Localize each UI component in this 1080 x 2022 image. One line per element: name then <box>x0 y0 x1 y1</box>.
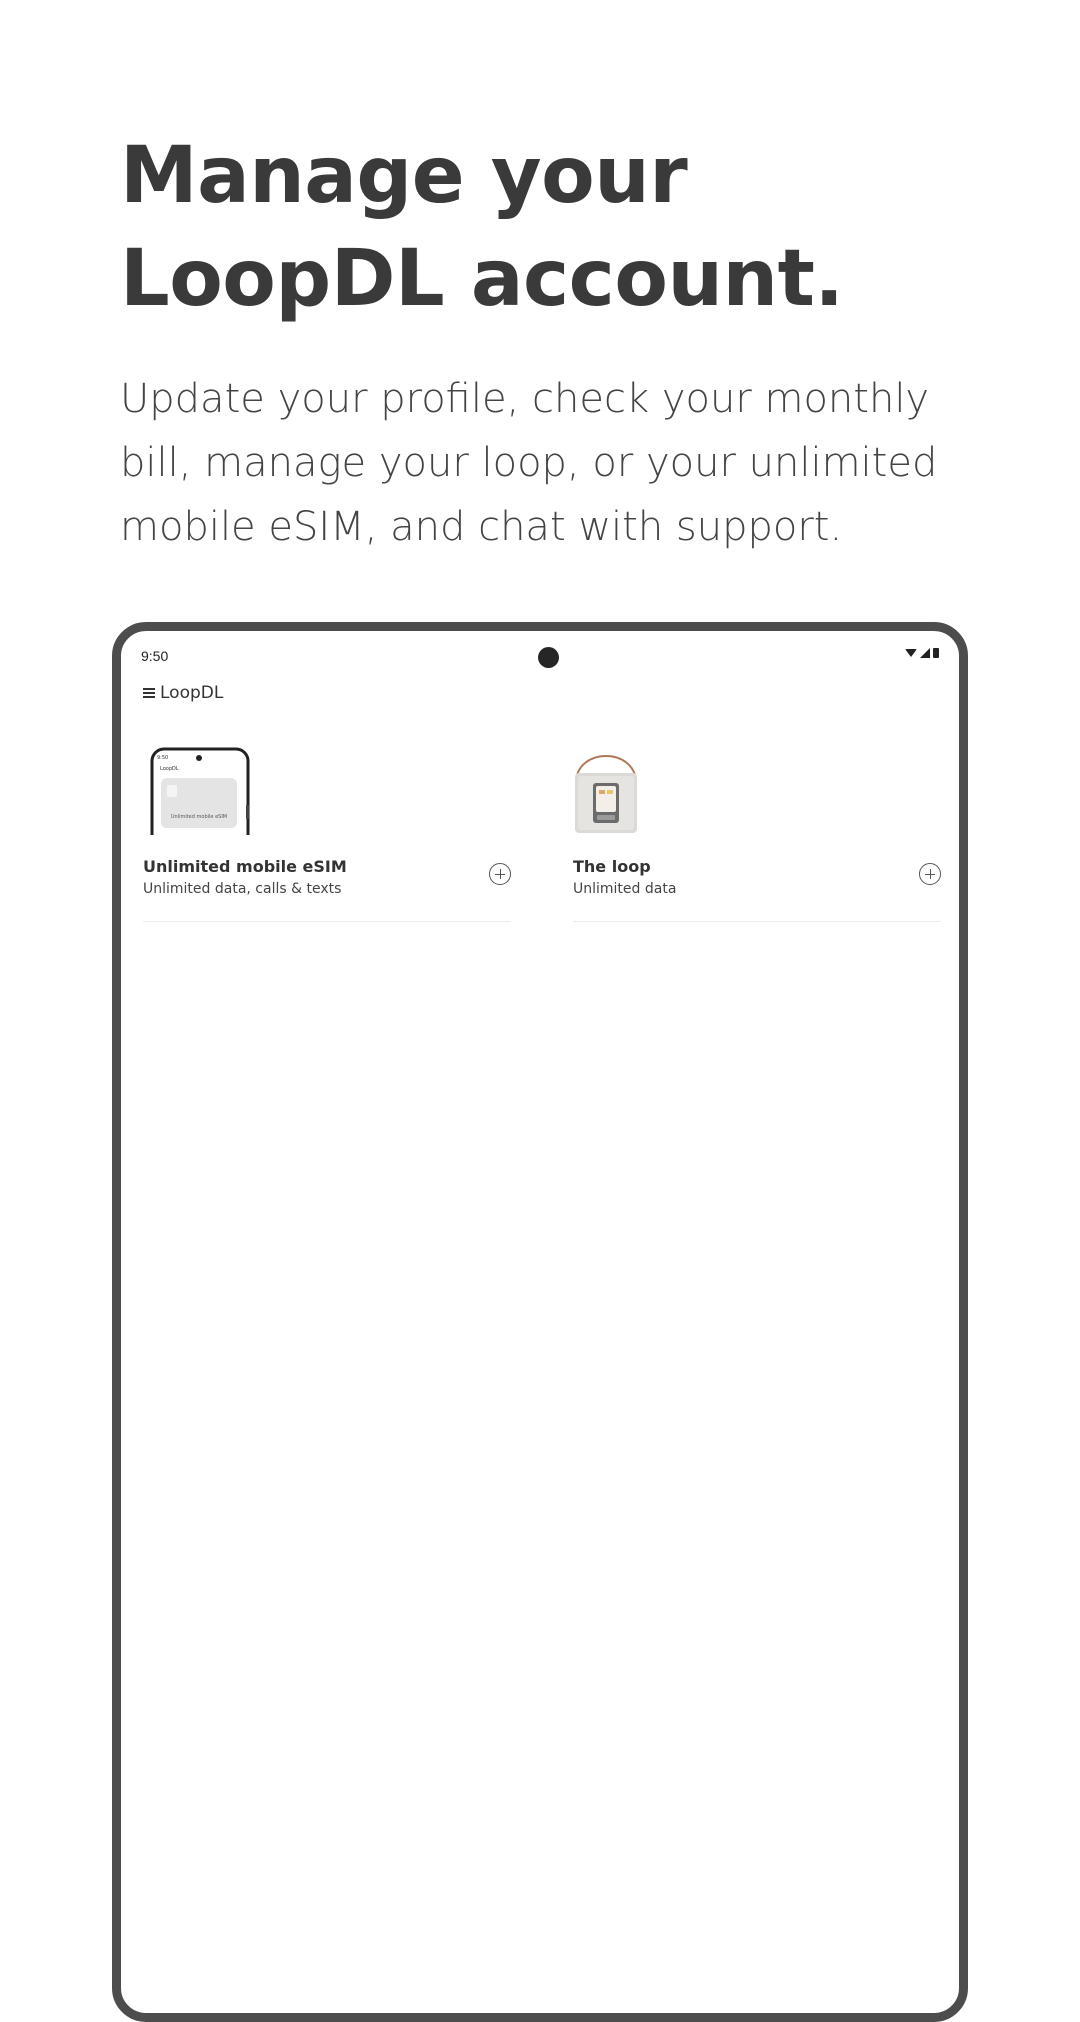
product-card-esim[interactable] <box>143 747 511 922</box>
add-esim-button[interactable] <box>489 863 511 885</box>
product-list <box>143 747 941 922</box>
product-name: Unlimited mobile eSIM <box>143 857 347 876</box>
page-title: Manage your LoopDL account. <box>120 131 844 324</box>
product-description: Unlimited data, calls & texts <box>143 881 342 897</box>
svg-text:9:50: 9:50 <box>157 755 169 761</box>
app-header <box>143 683 223 703</box>
battery-icon <box>933 648 939 658</box>
status-bar <box>121 631 959 671</box>
wifi-icon <box>905 649 917 657</box>
camera-icon <box>538 647 559 668</box>
esim-image-caption: Unlimited mobile eSIM <box>170 814 228 820</box>
product-card-loop[interactable] <box>573 747 941 922</box>
tablet-frame <box>112 622 968 2022</box>
loop-router-icon <box>573 747 683 835</box>
phone-esim-icon <box>143 747 253 835</box>
hero-section <box>120 125 980 559</box>
esim-image-app-label: LoopDL <box>160 766 179 772</box>
page-subtitle: Update your profile, check your monthly bill, manage your loop, or your unlimited mobile eSIM, and chat with support. <box>120 376 938 550</box>
status-icons <box>905 648 939 658</box>
menu-icon[interactable] <box>143 688 155 698</box>
product-description: Unlimited data <box>573 881 677 897</box>
app-logo: LoopDL <box>160 683 224 703</box>
product-name: The loop <box>573 857 651 876</box>
status-time: 9:50 <box>141 648 169 664</box>
add-loop-button[interactable] <box>919 863 941 885</box>
signal-icon <box>920 648 930 658</box>
